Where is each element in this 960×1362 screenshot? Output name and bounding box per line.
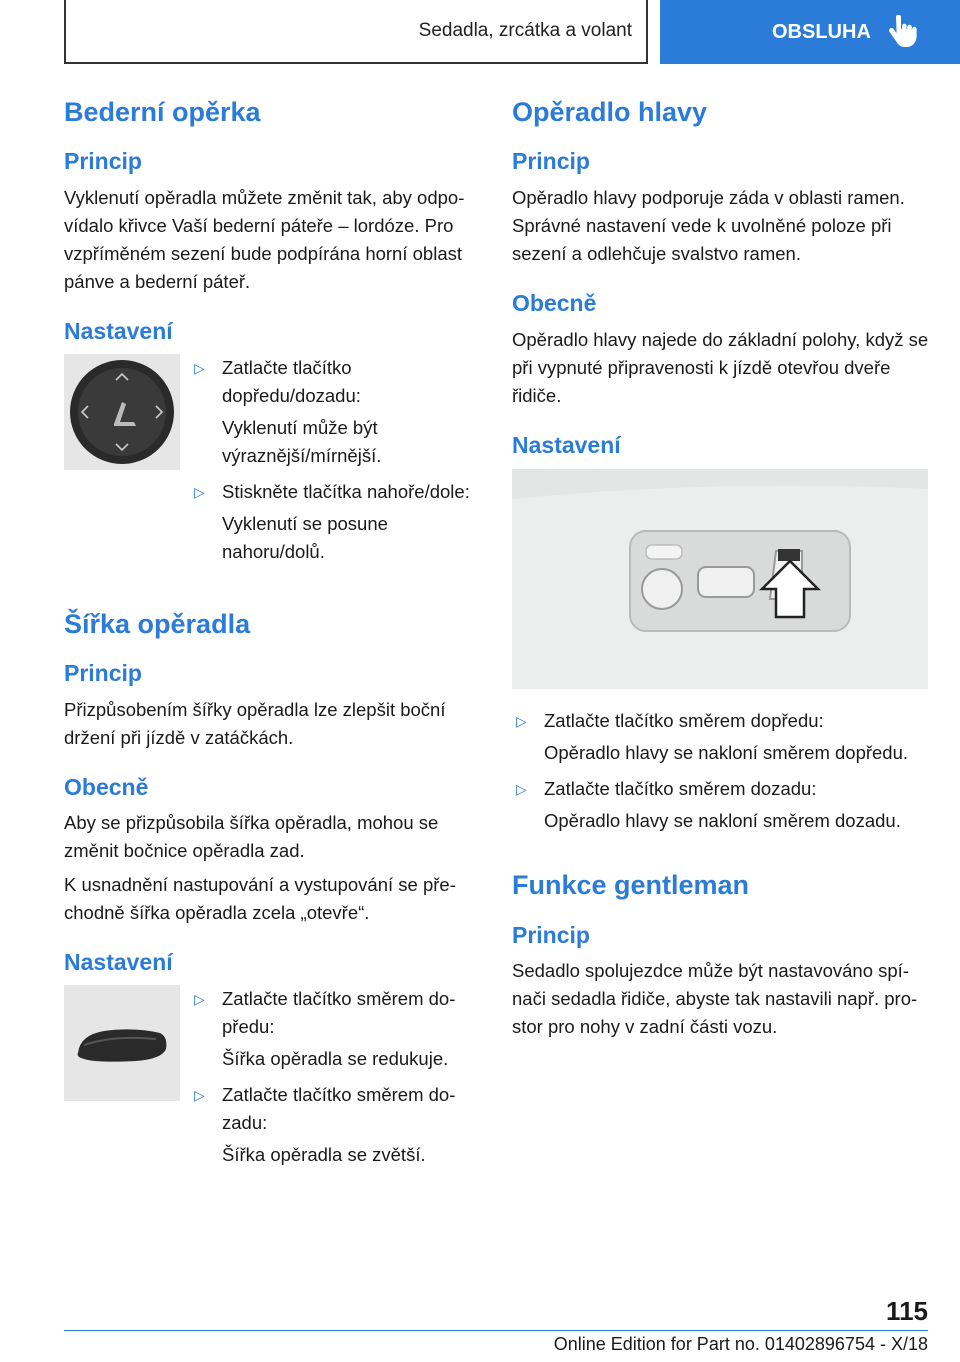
lumbar-setting-block: ▷ Zatlačte tlačítko dopředu/dozadu: Vyklenutí může být výraznější/mírnější. ▷ Stiskněte tlačítka nahoře/dole: Vyklenutí se posune nahoru/dolů. xyxy=(64,354,478,574)
width-setting-heading: Nastavení xyxy=(64,949,173,976)
section-tab-label: OBSLUHA xyxy=(772,20,871,43)
lumbar-support-title: Bederní opěrka xyxy=(64,97,261,127)
gentleman-function-title: Funkce gentleman xyxy=(512,870,750,901)
headrest-title: Opěradlo hlavy xyxy=(512,97,708,127)
backrest-width-title: Šířka opěradla xyxy=(64,608,251,639)
width-switch-image xyxy=(64,985,180,1101)
lumbar-step-2: Stiskněte tlačítka nahoře/dole: xyxy=(222,480,470,502)
headrest-note-1: Opěradlo hlavy se nakloní směrem dopředu. xyxy=(544,742,909,764)
width-general-text-2: K usnadnění nastupování a vystupování se přechodně šířka opěradla zcela „otevře“. xyxy=(64,874,456,924)
headrest-general-text: Opěradlo hlavy najede do základní polohy, když se při vypnuté připravenosti k jízdě otevřou dveře řidiče. xyxy=(512,328,929,406)
section-tab[interactable] xyxy=(660,0,960,64)
right-column: Opěradlo hlavy Princip Opěradlo hlavy podporuje záda v oblasti ramen. Správné nastavení vede k uvolněné poloze při sezení a odlehčuje svalstvo ramen. Obecně Opěradlo hlavy najede do základní polohy, když se při vypnuté připravenosti k jízdě otevřou dveře řidiče. Nastavení ▷ Zatlačte tlačítko směrem dopředu: Opěradlo hlavy se nakloní směrem dopředu. ▷ Zatlačte tlačítko směrem dozadu: Opěradlo hlavy se nakloní směrem dozadu. Funkce gentleman Princip Sedadlo spolujezdce může být nastavováno spínači sedadla řidiče, abyste tak nastavili např. prostor pro nohy v zadní části vozu. xyxy=(512,96,930,1063)
width-step-1: Zatlačte tlačítko směrem dopředu: xyxy=(222,987,456,1037)
headrest-note-2: Opěradlo hlavy se nakloní směrem dozadu. xyxy=(544,810,901,832)
headrest-step-2: Zatlačte tlačítko směrem dozadu: xyxy=(544,778,817,800)
width-principle-heading: Princip xyxy=(64,659,142,686)
lumbar-principle-heading: Princip xyxy=(64,148,142,175)
headrest-setting-heading: Nastavení xyxy=(512,431,621,458)
gentleman-principle-text: Sedadlo spolujezdce může být nastavováno spínači sedadla řidiče, abyste tak nastavili např. prostor pro nohy v zadní části vozu. xyxy=(512,960,918,1038)
width-setting-block: ▷ Zatlačte tlačítko směrem dopředu: Šířka opěradla se redukuje. ▷ Zatlačte tlačítko směrem dozadu: Šířka opěradla se zvětší. xyxy=(64,985,478,1177)
headrest-step-1: Zatlačte tlačítko směrem dopředu: xyxy=(544,710,824,732)
headrest-principle-heading: Princip xyxy=(512,148,590,175)
headrest-principle-text: Opěradlo hlavy podporuje záda v oblasti ramen. Správné nastavení vede k uvolněné poloze při sezení a odlehčuje svalstvo ramen. xyxy=(512,186,905,264)
headrest-general-heading: Obecně xyxy=(512,289,597,316)
footer-divider xyxy=(64,1330,928,1331)
gentleman-principle-heading: Princip xyxy=(512,921,590,948)
width-note-2: Šířka opěradla se zvětší. xyxy=(222,1143,426,1165)
chapter-header xyxy=(64,0,648,64)
seat-switch-photo xyxy=(512,469,928,689)
width-step-2: Zatlačte tlačítko směrem dozadu: xyxy=(222,1083,456,1133)
lumbar-principle-text: Vyklenutí opěradla můžete změnit tak, aby odpovídalo křivce Vaší bederní páteře – lordóze. Pro vzpříměném sezení bude podpírána horní oblast pánve a bederní páteř. xyxy=(64,186,465,292)
lumbar-note-2: Vyklenutí se posune nahoru/dolů. xyxy=(222,512,388,562)
width-note-1: Šířka opěradla se redukuje. xyxy=(222,1047,449,1069)
width-general-text-1: Aby se přizpůsobila šířka opěradla, mohou se změnit bočnice opěradla zad. xyxy=(64,812,439,862)
width-principle-text: Přizpůsobením šířky opěradla lze zlepšit boční držení při jízdě v zatáčkách. xyxy=(64,698,446,748)
lumbar-step-1: Zatlačte tlačítko dopředu/dozadu: xyxy=(222,356,361,406)
lumbar-switch-image xyxy=(64,354,180,470)
page-number: 115 xyxy=(886,1296,928,1326)
pointing-hand-icon xyxy=(887,15,917,49)
lumbar-note-1: Vyklenutí může být výraznější/mírnější. xyxy=(222,416,382,466)
edition-note: Online Edition for Part no. 01402896754 - X/18 xyxy=(553,1334,928,1354)
lumbar-setting-heading: Nastavení xyxy=(64,317,173,344)
width-general-heading: Obecně xyxy=(64,773,149,800)
chapter-title: Sedadla, zrcátka a volant xyxy=(418,20,632,41)
left-column xyxy=(64,96,478,1177)
